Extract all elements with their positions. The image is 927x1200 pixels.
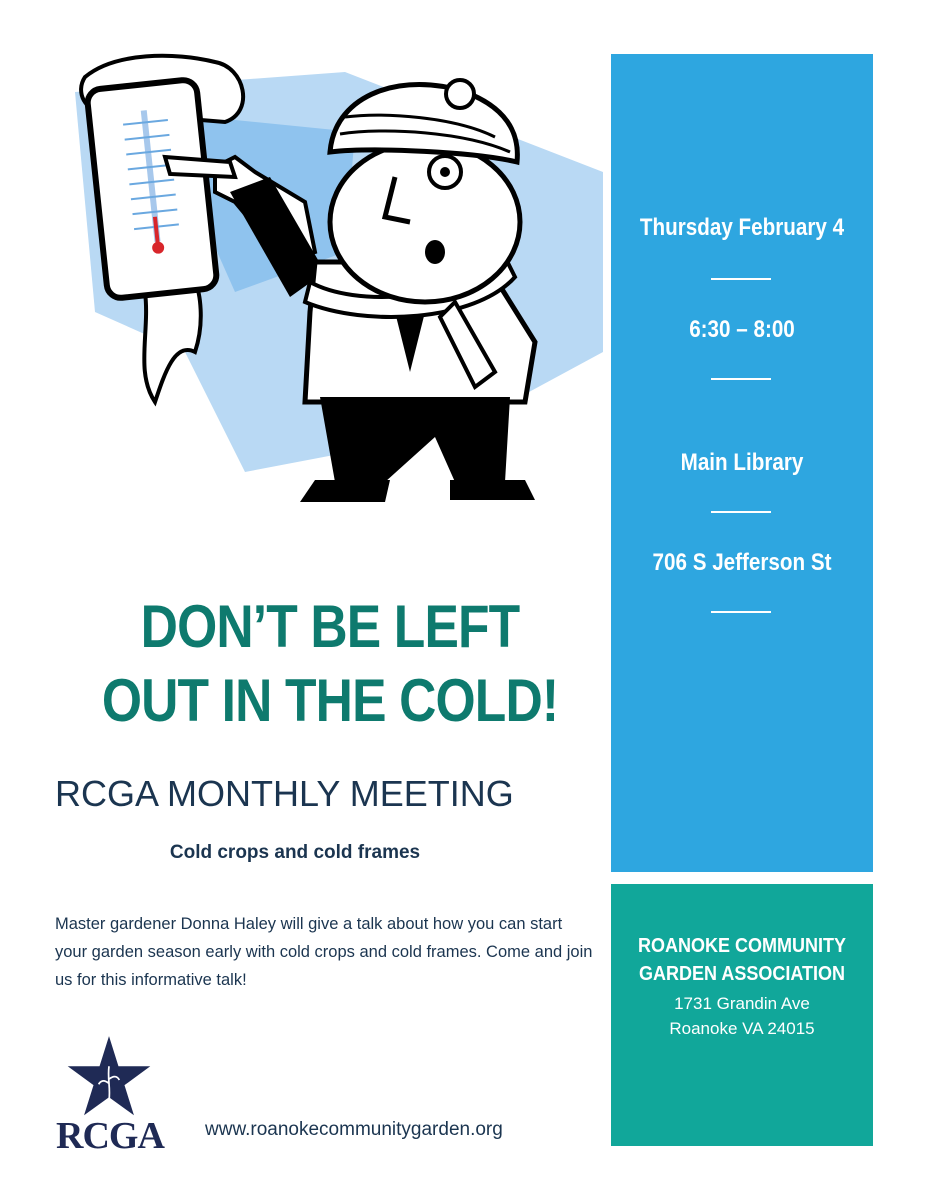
event-description: Master gardener Donna Haley will give a talk about how you can start your garden season early with cold crops and cold frames. Come and join us for this informative talk! xyxy=(55,915,593,989)
meeting-topic: Cold crops and cold frames xyxy=(169,842,421,863)
event-address: 706 S Jefferson St xyxy=(652,549,832,576)
divider xyxy=(711,511,771,513)
rcga-logo xyxy=(52,1036,168,1157)
website-link[interactable]: www.roanokecommunitygarden.org xyxy=(205,1119,503,1140)
organization-address: 1731 Grandin Ave Roanoke VA 24015 xyxy=(669,994,815,1038)
organization-name: ROANOKE COMMUNITY GARDEN ASSOCIATION xyxy=(637,935,846,985)
logo-text: RCGA xyxy=(56,1115,164,1157)
divider xyxy=(711,378,771,380)
meeting-title: RCGA MONTHLY MEETING xyxy=(55,773,514,814)
pants xyxy=(320,397,510,482)
organization-panel xyxy=(611,884,873,1146)
head xyxy=(330,142,520,302)
divider xyxy=(711,278,771,280)
event-details-panel xyxy=(611,54,873,872)
star-icon xyxy=(66,1036,152,1118)
divider xyxy=(711,611,771,613)
event-venue: Main Library xyxy=(680,449,804,476)
event-time: 6:30 – 8:00 xyxy=(689,316,795,343)
event-date: Thursday February 4 xyxy=(639,214,845,241)
headline: DON’T BE LEFT OUT IN THE COLD! xyxy=(101,593,559,734)
cold-man-thermometer-illustration xyxy=(55,52,603,512)
